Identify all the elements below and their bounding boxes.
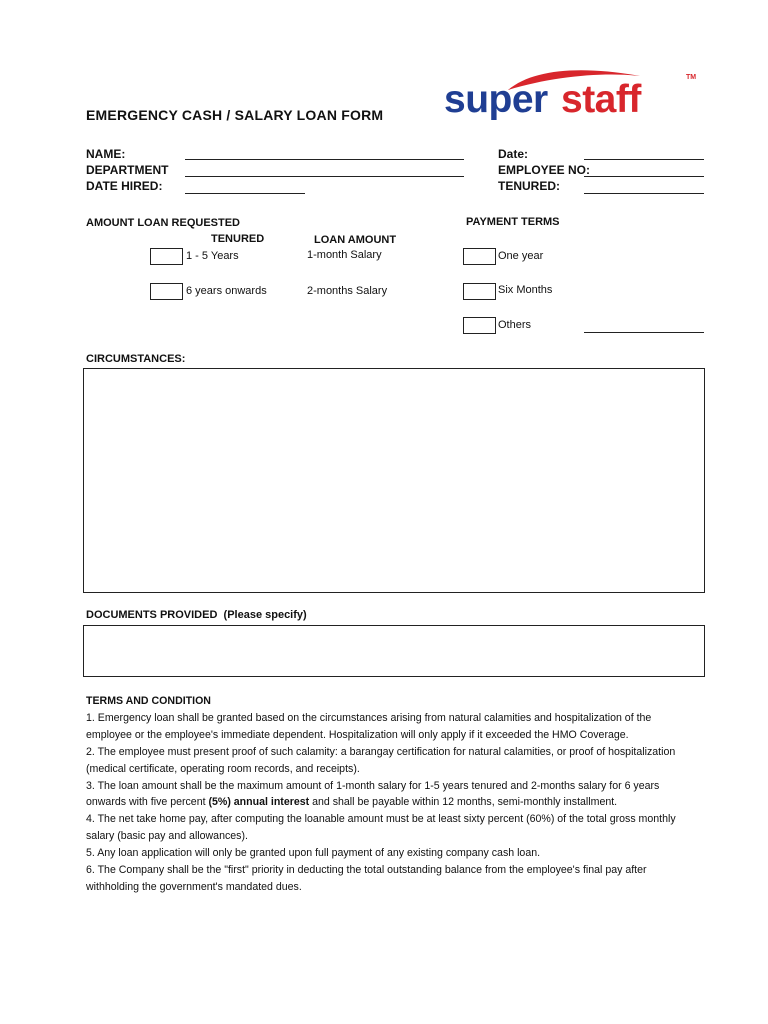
tenure-1-5-label: 1 - 5 Years	[186, 250, 239, 262]
name-field[interactable]	[185, 159, 464, 160]
tenured-column-header: TENURED	[211, 233, 265, 245]
tenured-label: TENURED:	[498, 179, 560, 193]
terms-item-2: 2. The employee must present proof of such calamity: a barangay certification for natural calamities, or proof of hospitalization (medical certificate, operating room records, and receipts).	[86, 745, 676, 775]
logo-text-staff: staff	[561, 78, 641, 121]
name-label: NAME:	[86, 147, 126, 161]
documents-note: (Please specify)	[223, 609, 307, 621]
loan-heading: AMOUNT LOAN REQUESTED	[86, 217, 240, 229]
superstaff-logo	[444, 66, 704, 126]
amount-1-month-label: 1-month Salary	[307, 249, 382, 261]
terms-item-3-interest: (5%) annual interest	[208, 796, 310, 809]
terms-item-3-end: and shall be payable within 12 months, semi-monthly installment.	[309, 796, 618, 809]
form-title: EMERGENCY CASH / SALARY LOAN FORM	[86, 107, 384, 123]
terms-item-6: 6. The Company shall be the "first" priority in deducting the total outstanding balance from the employee's final pay after withholding the government's mandated dues.	[86, 864, 647, 893]
employee-no-label: EMPLOYEE NO:	[498, 163, 591, 177]
others-label: Others	[498, 319, 532, 331]
date-field[interactable]	[584, 159, 704, 160]
others-checkbox[interactable]	[463, 317, 496, 334]
department-label: DEPARTMENT	[86, 163, 169, 177]
terms-item-4: 4. The net take home pay, after computing the loanable amount must be at least sixty percent (60%) of the total gross monthly salary (basic pay and allowances).	[86, 813, 676, 843]
employee-no-field[interactable]	[584, 176, 704, 177]
one-year-checkbox[interactable]	[463, 248, 496, 265]
tenure-6-plus-label: 6 years onwards	[186, 285, 267, 297]
terms-heading: TERMS AND CONDITION	[86, 695, 211, 707]
payment-terms-heading: PAYMENT TERMS	[466, 216, 560, 228]
documents-textarea[interactable]	[83, 625, 705, 677]
department-field[interactable]	[185, 176, 464, 177]
documents-heading-text: DOCUMENTS PROVIDED	[86, 609, 218, 621]
circumstances-heading: CIRCUMSTANCES:	[86, 353, 186, 365]
date-hired-label: DATE HIRED:	[86, 179, 163, 193]
date-hired-field[interactable]	[185, 193, 305, 194]
others-specify-field[interactable]	[584, 332, 704, 333]
circumstances-textarea[interactable]	[83, 368, 705, 593]
tenure-6-plus-checkbox[interactable]	[150, 283, 183, 300]
terms-item-1: 1. Emergency loan shall be granted based on the circumstances arising from natural calamities and hospitalization of the employee or the employee's immediate dependent. Hospitalization will only apply if it exceeded the HMO Coverage.	[86, 711, 652, 741]
tenure-1-5-checkbox[interactable]	[150, 248, 183, 265]
logo-text-super: super	[444, 78, 548, 121]
terms-section	[86, 693, 686, 896]
terms-item-3-start: 3. The loan amount shall be the maximum amount of 1-month salary for 1-5 years tenured and 2-months salary for 6 years onwards with five percent	[86, 779, 660, 809]
tenured-field[interactable]	[584, 193, 704, 194]
logo-trademark: TM	[686, 74, 697, 81]
six-months-checkbox[interactable]	[463, 283, 496, 300]
terms-item-5: 5. Any loan application will only be granted upon full payment of any existing company cash loan.	[86, 847, 541, 860]
six-months-label: Six Months	[498, 284, 553, 296]
one-year-label: One year	[498, 250, 544, 262]
loan-amount-column-header: LOAN AMOUNT	[314, 234, 397, 246]
date-label: Date:	[498, 147, 529, 161]
amount-2-months-label: 2-months Salary	[307, 285, 388, 297]
documents-heading	[86, 609, 307, 621]
terms-item-3	[86, 778, 686, 812]
